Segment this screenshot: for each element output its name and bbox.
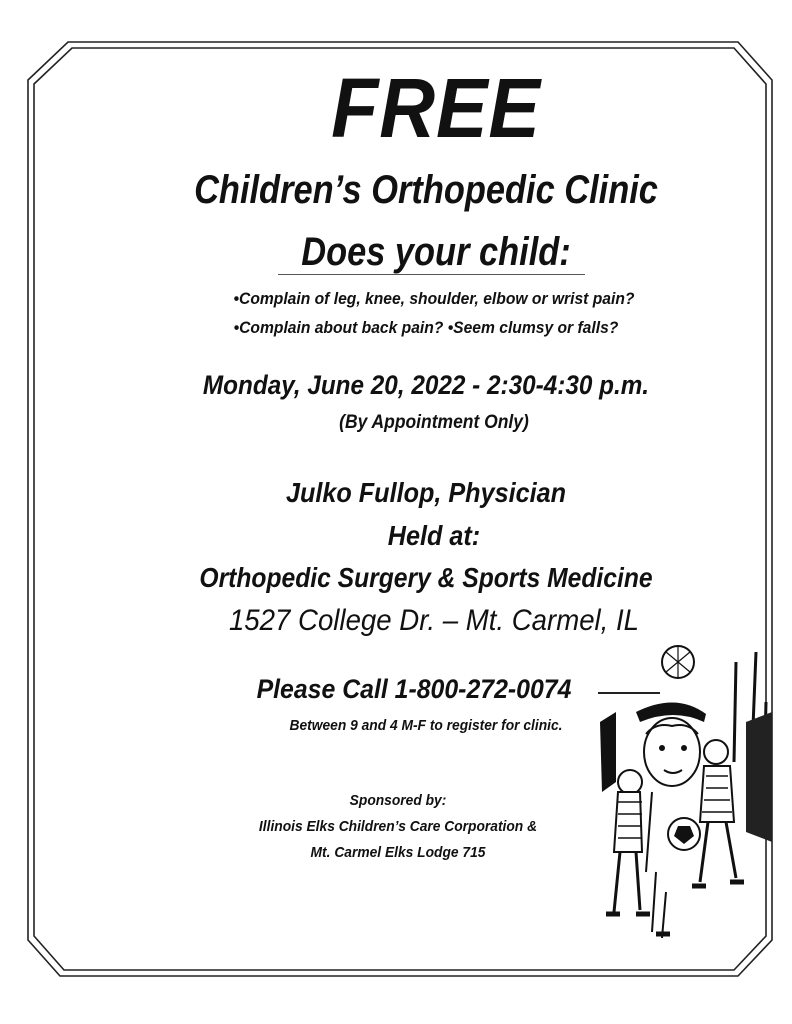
question-heading: Does your child:	[301, 230, 571, 274]
appointment-note: (By Appointment Only)	[339, 412, 529, 433]
question-underline	[278, 274, 585, 275]
call-to-action: Please Call 1-800-272-0074	[256, 674, 572, 704]
call-hours: Between 9 and 4 M-F to register for clinic.	[289, 717, 563, 734]
event-date-time: Monday, June 20, 2022 - 2:30-4:30 p.m.	[202, 370, 650, 400]
held-at-label: Held at:	[387, 520, 481, 551]
symptom-line: •Complain about back pain? •Seem clumsy or falls?	[233, 318, 619, 337]
clinic-title: Children’s Orthopedic Clinic	[194, 168, 658, 212]
physician-name: Julko Fullop, Physician	[285, 477, 567, 508]
location-name: Orthopedic Surgery & Sports Medicine	[199, 562, 653, 593]
sponsored-by-label: Sponsored by:	[349, 792, 447, 809]
headline-free: FREE	[331, 61, 541, 155]
sponsor-line: Illinois Elks Children’s Care Corporation &	[258, 818, 538, 835]
sponsor-line: Mt. Carmel Elks Lodge 715	[310, 844, 486, 861]
location-address: 1527 College Dr. – Mt. Carmel, IL	[228, 604, 640, 637]
children-soccer-illustration	[596, 642, 776, 942]
symptom-line: •Complain of leg, knee, shoulder, elbow or wrist pain?	[233, 289, 635, 308]
